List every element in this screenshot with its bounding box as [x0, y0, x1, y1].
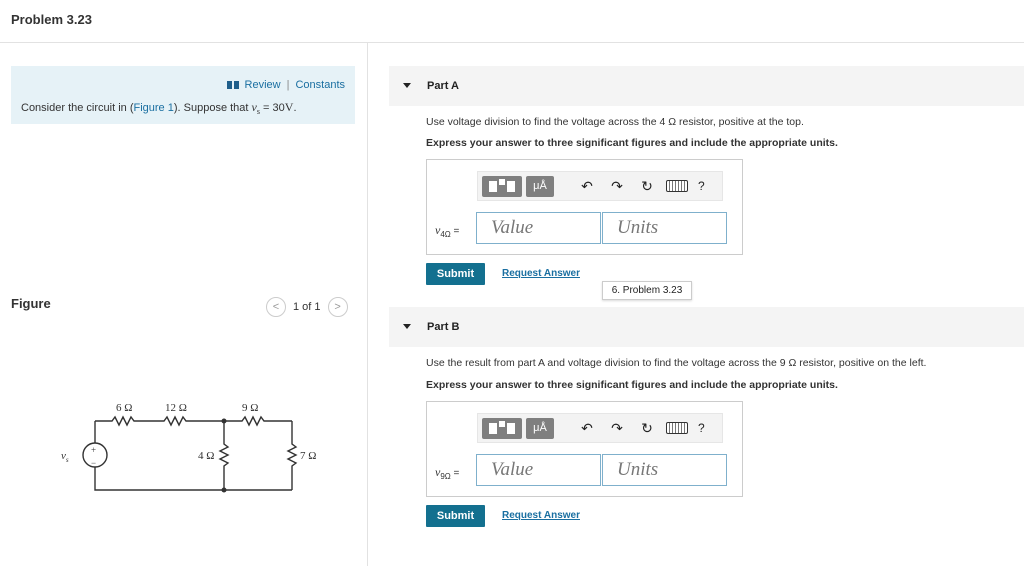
units-button[interactable]: μÅ	[526, 418, 554, 439]
keyboard-icon[interactable]	[666, 422, 688, 434]
figure-heading: Figure	[11, 296, 51, 311]
keyboard-icon[interactable]	[666, 180, 688, 192]
part-a-variable: $v_{4\Omega}$ =	[435, 223, 460, 239]
template-cell-icon	[507, 181, 515, 192]
source-plus: +	[91, 445, 97, 455]
review-link[interactable]: Review	[244, 79, 281, 91]
book-icon	[227, 81, 239, 89]
column-divider	[367, 43, 368, 566]
part-b-answer-box	[426, 401, 743, 497]
resource-links	[227, 79, 345, 91]
source-subscript: s	[256, 107, 260, 117]
part-b-units-input[interactable]: Units	[602, 454, 727, 486]
source-variable: v	[251, 100, 257, 114]
statement-suffix: .	[293, 102, 297, 114]
node-bottom	[222, 488, 227, 493]
template-cell-icon	[489, 181, 497, 192]
page-title: Problem 3.23	[11, 12, 92, 27]
reset-icon[interactable]: ↻	[641, 419, 653, 436]
undo-icon[interactable]: ↶	[581, 177, 593, 194]
template-cell-icon	[489, 423, 497, 434]
part-b-variable: $v_{9\Omega}$ =	[435, 465, 460, 481]
part-a-request-answer-link[interactable]: Request Answer	[502, 268, 580, 279]
part-a-title: Part A	[427, 80, 459, 92]
help-icon[interactable]: ?	[698, 421, 705, 435]
template-button[interactable]	[482, 176, 522, 197]
wire-top-left	[95, 417, 224, 425]
next-figure-button[interactable]: >	[328, 297, 348, 317]
template-button[interactable]	[482, 418, 522, 439]
constants-link[interactable]: Constants	[295, 79, 345, 91]
voltage-unit: V	[284, 100, 294, 114]
problem-tooltip: 6. Problem 3.23	[602, 281, 692, 300]
statement-equals: = 30	[259, 102, 285, 114]
wire-bottom	[95, 467, 292, 490]
resistor-7-ohm	[288, 421, 296, 490]
part-b-toolbar	[477, 413, 723, 443]
label-12-ohm: 12 Ω	[165, 402, 187, 414]
resistor-4-ohm	[220, 421, 228, 490]
part-b-instruction: Use the result from part A and voltage division to find the voltage across the 9 Ω resistor, positive on the left.	[426, 357, 927, 369]
prev-figure-button[interactable]: <	[266, 297, 286, 317]
statement-prefix: Consider the circuit in (	[21, 102, 134, 114]
part-b-title: Part B	[427, 321, 460, 333]
undo-icon[interactable]: ↶	[581, 419, 593, 436]
source-minus: −	[91, 458, 97, 468]
statement-middle: ). Suppose that	[173, 102, 252, 114]
figure-pager	[266, 297, 348, 317]
figure-link[interactable]: Figure 1	[133, 102, 174, 114]
units-button[interactable]: μÅ	[526, 176, 554, 197]
header-divider	[0, 42, 1024, 43]
template-cell-icon	[507, 423, 515, 434]
part-a-submit-button[interactable]: Submit	[426, 263, 485, 285]
template-cell-icon	[499, 179, 505, 185]
redo-icon[interactable]: ↷	[611, 177, 623, 194]
wire-top-right	[224, 417, 292, 425]
help-icon[interactable]: ?	[698, 179, 705, 193]
link-separator: |	[286, 79, 290, 91]
part-a-emphasis: Express your answer to three significant figures and include the appropriate units.	[426, 137, 838, 149]
label-6-ohm: 6 Ω	[116, 402, 133, 414]
circuit-diagram	[52, 395, 332, 505]
part-a-value-input[interactable]: Value	[476, 212, 601, 244]
label-7-ohm: 7 Ω	[300, 450, 317, 462]
part-b-value-input[interactable]: Value	[476, 454, 601, 486]
part-a-toolbar	[477, 171, 723, 201]
part-a-header[interactable]	[389, 66, 1024, 106]
part-b-request-answer-link[interactable]: Request Answer	[502, 510, 580, 521]
redo-icon[interactable]: ↷	[611, 419, 623, 436]
part-b-emphasis: Express your answer to three significant figures and include the appropriate units.	[426, 379, 838, 391]
pager-count: 1 of 1	[293, 301, 321, 313]
caret-down-icon	[403, 83, 411, 88]
label-4-ohm: 4 Ω	[198, 450, 215, 462]
part-a-answer-box	[426, 159, 743, 255]
reset-icon[interactable]: ↻	[641, 177, 653, 194]
label-9-ohm: 9 Ω	[242, 402, 259, 414]
problem-statement	[21, 100, 297, 116]
part-a-units-input[interactable]: Units	[602, 212, 727, 244]
part-a-instruction: Use voltage division to find the voltage across the 4 Ω resistor, positive at the top.	[426, 116, 804, 128]
caret-down-icon	[403, 324, 411, 329]
node-top	[222, 419, 227, 424]
intro-panel	[11, 66, 355, 124]
template-cell-icon	[499, 421, 505, 427]
part-b-header[interactable]	[389, 307, 1024, 347]
source-label: $v_s$	[61, 450, 69, 464]
part-b-submit-button[interactable]: Submit	[426, 505, 485, 527]
